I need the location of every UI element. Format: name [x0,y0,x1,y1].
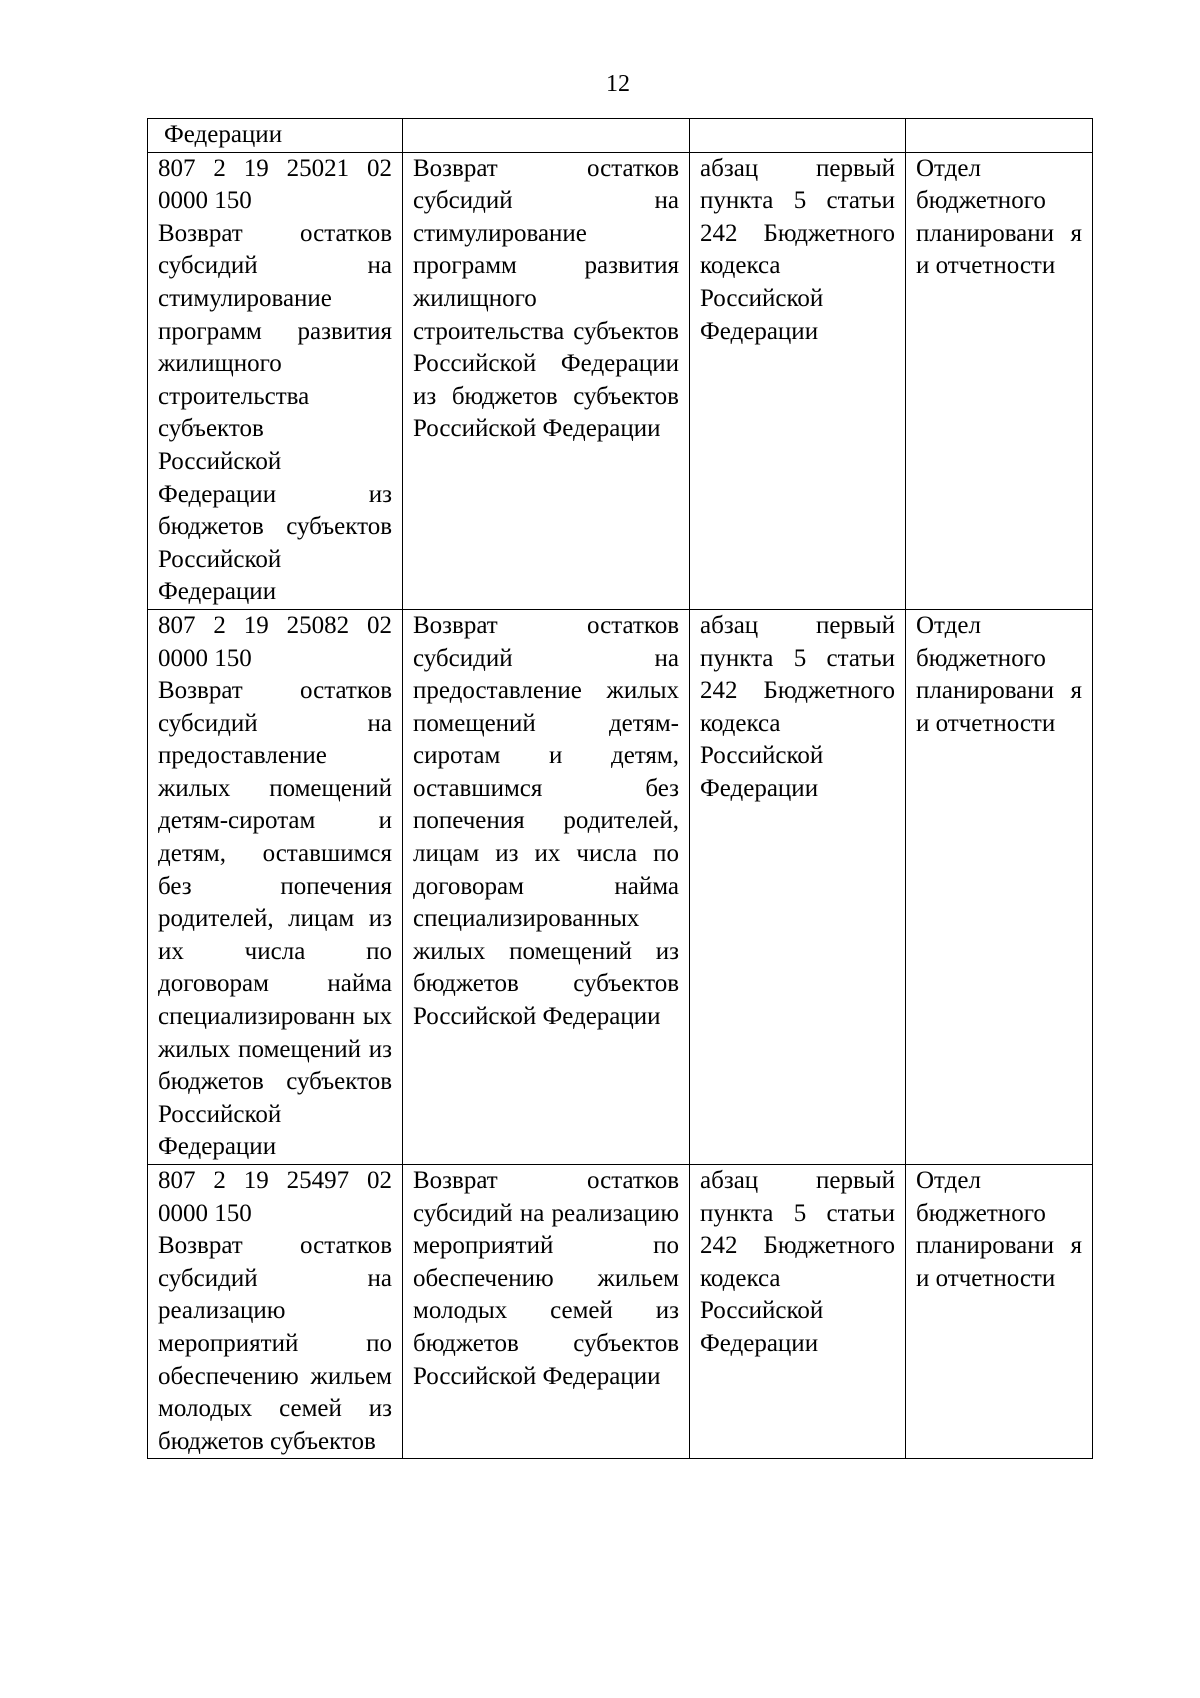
document-table [147,118,1093,1459]
code-name: Возврат остатков субсидий на реализацию мероприятий по обеспечению жильем молодых семей из бюджетов субъектов [158,1232,392,1455]
cell-legal-basis: абзац первый пункта 5 статьи 242 Бюджетного кодекса Российской Федерации [690,152,906,609]
table-row [148,1165,1093,1459]
cell-legal-basis: абзац первый пункта 5 статьи 242 Бюджетного кодекса Российской Федерации [690,1165,906,1459]
table-row [148,152,1093,609]
page-number: 12 [606,71,630,97]
cell-description: Возврат остатков субсидий на стимулирование программ развития жилищного строительства субъектов Российской Федерации из бюджетов субъектов Российской Федерации [403,152,690,609]
cell-description: Возврат остатков субсидий на реализацию мероприятий по обеспечению жильем молодых семей из бюджетов субъектов Российской Федерации [403,1165,690,1459]
cell-code [148,152,403,609]
budget-code: 807 2 19 25082 02 [158,611,392,639]
cell-code: Федерации [148,119,403,153]
table-row-continuation [148,119,1093,153]
cell-legal-basis [690,119,906,153]
budget-code-tail: 0000 150 [158,1199,252,1227]
cell-code [148,1165,403,1459]
cell-department: Отдел бюджетного планировани я и отчетности [906,152,1093,609]
cell-legal-basis: абзац первый пункта 5 статьи 242 Бюджетного кодекса Российской Федерации [690,609,906,1164]
budget-code: 807 2 19 25497 02 [158,1167,392,1194]
cell-department: Отдел бюджетного планировани я и отчетности [906,609,1093,1164]
code-name: Возврат остатков субсидий на стимулирование программ развития жилищного строительства субъектов Российской Федерации из бюджетов субъектов Российской Федерации [158,219,392,606]
budget-code: 807 2 19 25021 02 [158,154,392,182]
budget-code-tail: 0000 150 [158,187,252,215]
cell-department [906,119,1093,153]
budget-code-tail: 0000 150 [158,644,252,672]
cell-department: Отдел бюджетного планировани я и отчетности [906,1165,1093,1459]
code-name: Возврат остатков субсидий на предоставление жилых помещений детям-сиротам и детям, оставшимся без попечения родителей, лицам из их числа по договорам найма специализированн ых жилых помещений из бюджетов субъектов Российской Федерации [158,677,392,1161]
cell-description [403,119,690,153]
cell-description: Возврат остатков субсидий на предоставление жилых помещений детям-сиротам и детям, оставшимся без попечения родителей, лицам из их числа по договорам найма специализированных жилых помещений из бюджетов субъектов Российской Федерации [403,609,690,1164]
cell-code [148,609,403,1164]
table-row [148,609,1093,1164]
